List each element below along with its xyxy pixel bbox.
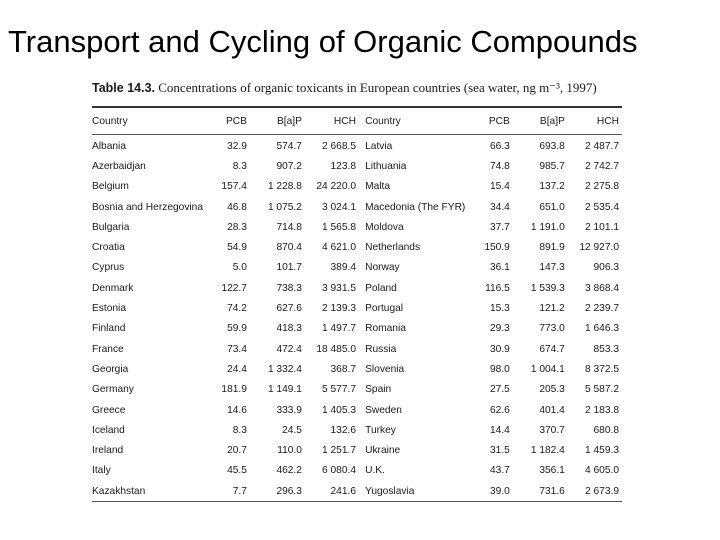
table-row bbox=[92, 197, 622, 217]
pcb-right-cell: 43.7 bbox=[489, 465, 510, 477]
country-right-cell: Macedonia (The FYR) bbox=[365, 201, 466, 213]
pcb-left-cell: 59.9 bbox=[227, 323, 247, 335]
header-bap-left: B[a]P bbox=[277, 115, 302, 127]
bap-right-cell: 1 182.4 bbox=[530, 445, 565, 457]
header-hch-left: HCH bbox=[333, 115, 356, 127]
pcb-right-cell: 14.4 bbox=[489, 424, 510, 436]
hch-right-cell: 1 459.3 bbox=[585, 445, 619, 457]
bap-right-cell: 1 191.0 bbox=[530, 221, 565, 233]
table-row bbox=[92, 461, 622, 481]
pcb-right-cell: 31.5 bbox=[489, 445, 510, 457]
bap-left-cell: 1 075.2 bbox=[267, 201, 302, 213]
hch-right-cell: 2 101.1 bbox=[585, 221, 619, 233]
bap-left-cell: 738.3 bbox=[276, 282, 302, 294]
hch-left-cell: 389.4 bbox=[330, 262, 356, 274]
bap-left-cell: 101.7 bbox=[276, 262, 302, 274]
bap-right-cell: 773.0 bbox=[539, 323, 565, 335]
pcb-left-cell: 46.8 bbox=[227, 201, 247, 213]
country-left-cell: Georgia bbox=[92, 363, 129, 375]
bap-left-cell: 1 149.1 bbox=[267, 384, 302, 396]
pcb-left-cell: 45.5 bbox=[227, 465, 247, 477]
hch-right-cell: 2 183.8 bbox=[585, 404, 619, 416]
header-country-left: Country bbox=[92, 115, 128, 127]
pcb-right-cell: 116.5 bbox=[485, 282, 510, 294]
pcb-right-cell: 27.5 bbox=[489, 384, 510, 396]
pcb-left-cell: 122.7 bbox=[221, 282, 247, 294]
country-left-cell: Kazakhstan bbox=[92, 485, 146, 497]
table-row bbox=[92, 177, 622, 197]
table-caption-text: Concentrations of organic toxicants in European countries (sea water, ng m⁻³, 1997) bbox=[158, 80, 597, 95]
pcb-right-cell: 74.8 bbox=[489, 160, 510, 172]
bap-right-cell: 121.2 bbox=[539, 303, 565, 315]
hch-left-cell: 5 577.7 bbox=[322, 384, 356, 396]
bap-left-cell: 418.3 bbox=[276, 323, 302, 335]
bap-left-cell: 870.4 bbox=[276, 242, 302, 254]
bap-left-cell: 296.3 bbox=[276, 485, 302, 497]
table-row bbox=[92, 319, 622, 339]
country-right-cell: Portugal bbox=[365, 303, 404, 315]
pcb-left-cell: 5.0 bbox=[232, 262, 247, 274]
bap-right-cell: 1 004.1 bbox=[530, 363, 565, 375]
pcb-left-cell: 73.4 bbox=[227, 343, 247, 355]
hch-left-cell: 1 251.7 bbox=[322, 445, 356, 457]
table-label: Table 14.3. bbox=[92, 81, 155, 95]
country-left-cell: Italy bbox=[92, 465, 111, 477]
country-left-cell: Ireland bbox=[92, 445, 124, 457]
hch-right-cell: 906.3 bbox=[593, 262, 619, 274]
pcb-left-cell: 28.3 bbox=[227, 221, 247, 233]
bap-left-cell: 24.5 bbox=[282, 424, 302, 436]
country-left-cell: Croatia bbox=[92, 242, 125, 254]
pcb-left-cell: 24.4 bbox=[227, 363, 247, 375]
hch-right-cell: 853.3 bbox=[593, 343, 619, 355]
bap-right-cell: 1 539.3 bbox=[530, 282, 565, 294]
table-row bbox=[92, 258, 622, 278]
hch-left-cell: 2 668.5 bbox=[322, 140, 356, 152]
pcb-left-cell: 8.3 bbox=[232, 160, 247, 172]
country-right-cell: Yugoslavia bbox=[365, 485, 415, 497]
bap-right-cell: 356.1 bbox=[539, 465, 565, 477]
header-bap-right: B[a]P bbox=[539, 115, 565, 127]
bap-left-cell: 1 228.8 bbox=[267, 181, 302, 193]
header-country-right: Country bbox=[365, 115, 401, 127]
table-caption bbox=[92, 80, 622, 96]
country-right-cell: Slovenia bbox=[365, 363, 405, 375]
country-left-cell: Estonia bbox=[92, 303, 126, 315]
hch-left-cell: 1 497.7 bbox=[322, 323, 356, 335]
country-left-cell: Greece bbox=[92, 404, 126, 416]
hch-right-cell: 2 239.7 bbox=[585, 303, 619, 315]
pcb-left-cell: 20.7 bbox=[227, 445, 247, 457]
country-left-cell: Germany bbox=[92, 384, 134, 396]
pcb-right-cell: 150.9 bbox=[484, 242, 510, 254]
country-right-cell: Sweden bbox=[365, 404, 402, 416]
table-row bbox=[92, 237, 622, 257]
bottom-rule bbox=[92, 501, 622, 502]
table-row bbox=[92, 380, 622, 400]
table-row bbox=[92, 298, 622, 318]
country-left-cell: Azerbaidjan bbox=[92, 160, 146, 172]
bap-right-cell: 674.7 bbox=[539, 343, 565, 355]
country-left-cell: Albania bbox=[92, 140, 126, 152]
hch-left-cell: 24 220.0 bbox=[316, 181, 356, 193]
country-right-cell: Ukraine bbox=[365, 445, 401, 457]
pcb-right-cell: 39.0 bbox=[489, 485, 510, 497]
pcb-right-cell: 62.6 bbox=[489, 404, 510, 416]
hch-right-cell: 2 275.8 bbox=[585, 181, 619, 193]
table-container bbox=[92, 80, 622, 502]
pcb-right-cell: 66.3 bbox=[489, 140, 510, 152]
table-body bbox=[92, 135, 622, 502]
country-right-cell: Turkey bbox=[365, 424, 396, 436]
table-row bbox=[92, 400, 622, 420]
table-row bbox=[92, 420, 622, 440]
table-header-row bbox=[92, 108, 622, 135]
pcb-left-cell: 8.3 bbox=[232, 424, 247, 436]
table-row bbox=[92, 156, 622, 176]
pcb-left-cell: 14.6 bbox=[227, 404, 247, 416]
pcb-left-cell: 74.2 bbox=[227, 303, 247, 315]
bap-left-cell: 574.7 bbox=[276, 140, 302, 152]
header-hch-right: HCH bbox=[596, 115, 619, 127]
country-left-cell: Bulgaria bbox=[92, 221, 130, 233]
hch-right-cell: 8 372.5 bbox=[585, 363, 619, 375]
bap-left-cell: 907.2 bbox=[276, 160, 302, 172]
country-right-cell: Netherlands bbox=[365, 242, 421, 254]
pcb-left-cell: 157.4 bbox=[221, 181, 247, 193]
country-right-cell: Malta bbox=[365, 181, 391, 193]
hch-right-cell: 4 605.0 bbox=[585, 465, 619, 477]
hch-left-cell: 6 080.4 bbox=[322, 465, 356, 477]
hch-left-cell: 4 621.0 bbox=[322, 242, 356, 254]
hch-right-cell: 2 487.7 bbox=[585, 140, 619, 152]
hch-right-cell: 2 673.9 bbox=[585, 485, 619, 497]
country-left-cell: France bbox=[92, 343, 124, 355]
country-right-cell: Latvia bbox=[365, 140, 393, 152]
hch-right-cell: 3 868.4 bbox=[585, 282, 619, 294]
bap-right-cell: 137.2 bbox=[539, 181, 565, 193]
country-right-cell: Russia bbox=[365, 343, 397, 355]
bap-right-cell: 401.4 bbox=[539, 404, 565, 416]
table-row bbox=[92, 481, 622, 501]
bap-right-cell: 370.7 bbox=[539, 424, 565, 436]
header-pcb-left: PCB bbox=[225, 115, 247, 127]
hch-right-cell: 680.8 bbox=[593, 424, 619, 436]
country-left-cell: Bosnia and Herzegovina bbox=[92, 201, 204, 213]
pcb-right-cell: 98.0 bbox=[489, 363, 510, 375]
country-right-cell: Spain bbox=[365, 384, 392, 396]
hch-left-cell: 2 139.3 bbox=[322, 303, 356, 315]
pcb-right-cell: 29.3 bbox=[489, 323, 510, 335]
country-left-cell: Iceland bbox=[92, 424, 125, 436]
pcb-right-cell: 36.1 bbox=[489, 262, 510, 274]
hch-left-cell: 3 024.1 bbox=[322, 201, 356, 213]
toxicants-table bbox=[92, 108, 622, 501]
hch-left-cell: 368.7 bbox=[330, 363, 356, 375]
pcb-right-cell: 15.4 bbox=[489, 181, 510, 193]
country-left-cell: Finland bbox=[92, 323, 126, 335]
table-row bbox=[92, 339, 622, 359]
country-right-cell: Norway bbox=[365, 262, 400, 274]
bap-left-cell: 714.8 bbox=[276, 221, 302, 233]
pcb-right-cell: 34.4 bbox=[489, 201, 510, 213]
bap-left-cell: 110.0 bbox=[277, 445, 302, 457]
hch-left-cell: 1 565.8 bbox=[322, 221, 356, 233]
bap-left-cell: 462.2 bbox=[276, 465, 302, 477]
header-pcb-right: PCB bbox=[488, 115, 510, 127]
bap-left-cell: 627.6 bbox=[276, 303, 302, 315]
pcb-left-cell: 181.9 bbox=[221, 384, 247, 396]
slide-title: Transport and Cycling of Organic Compounds bbox=[8, 24, 638, 59]
bap-right-cell: 147.3 bbox=[539, 262, 565, 274]
hch-right-cell: 5 587.2 bbox=[585, 384, 619, 396]
hch-left-cell: 1 405.3 bbox=[322, 404, 356, 416]
table-row bbox=[92, 440, 622, 460]
bap-right-cell: 205.3 bbox=[539, 384, 565, 396]
country-right-cell: Moldova bbox=[365, 221, 404, 233]
hch-right-cell: 12 927.0 bbox=[579, 242, 619, 254]
country-right-cell: Lithuania bbox=[365, 160, 407, 172]
pcb-left-cell: 32.9 bbox=[227, 140, 247, 152]
pcb-left-cell: 7.7 bbox=[232, 485, 247, 497]
pcb-right-cell: 30.9 bbox=[489, 343, 510, 355]
table-row bbox=[92, 136, 622, 156]
bap-left-cell: 333.9 bbox=[276, 404, 302, 416]
bap-right-cell: 985.7 bbox=[539, 160, 565, 172]
pcb-right-cell: 15.3 bbox=[489, 303, 510, 315]
country-right-cell: U.K. bbox=[365, 465, 385, 477]
country-left-cell: Cyprus bbox=[92, 262, 125, 274]
country-right-cell: Romania bbox=[365, 323, 406, 335]
hch-right-cell: 1 646.3 bbox=[585, 323, 619, 335]
pcb-left-cell: 54.9 bbox=[227, 242, 247, 254]
pcb-right-cell: 37.7 bbox=[489, 221, 510, 233]
hch-left-cell: 132.6 bbox=[330, 424, 356, 436]
bap-right-cell: 693.8 bbox=[539, 140, 565, 152]
table-row bbox=[92, 359, 622, 379]
bap-right-cell: 891.9 bbox=[539, 242, 565, 254]
table-row bbox=[92, 278, 622, 298]
hch-right-cell: 2 742.7 bbox=[585, 160, 619, 172]
hch-right-cell: 2 535.4 bbox=[585, 201, 619, 213]
bap-right-cell: 731.6 bbox=[539, 485, 565, 497]
bap-left-cell: 472.4 bbox=[276, 343, 302, 355]
hch-left-cell: 241.6 bbox=[330, 485, 356, 497]
country-left-cell: Belgium bbox=[92, 181, 129, 193]
hch-left-cell: 123.8 bbox=[330, 160, 356, 172]
country-left-cell: Denmark bbox=[92, 282, 134, 294]
bap-right-cell: 651.0 bbox=[539, 201, 565, 213]
hch-left-cell: 3 931.5 bbox=[322, 282, 356, 294]
table-row bbox=[92, 217, 622, 237]
bap-left-cell: 1 332.4 bbox=[267, 363, 302, 375]
hch-left-cell: 18 485.0 bbox=[316, 343, 356, 355]
country-right-cell: Poland bbox=[365, 282, 397, 294]
